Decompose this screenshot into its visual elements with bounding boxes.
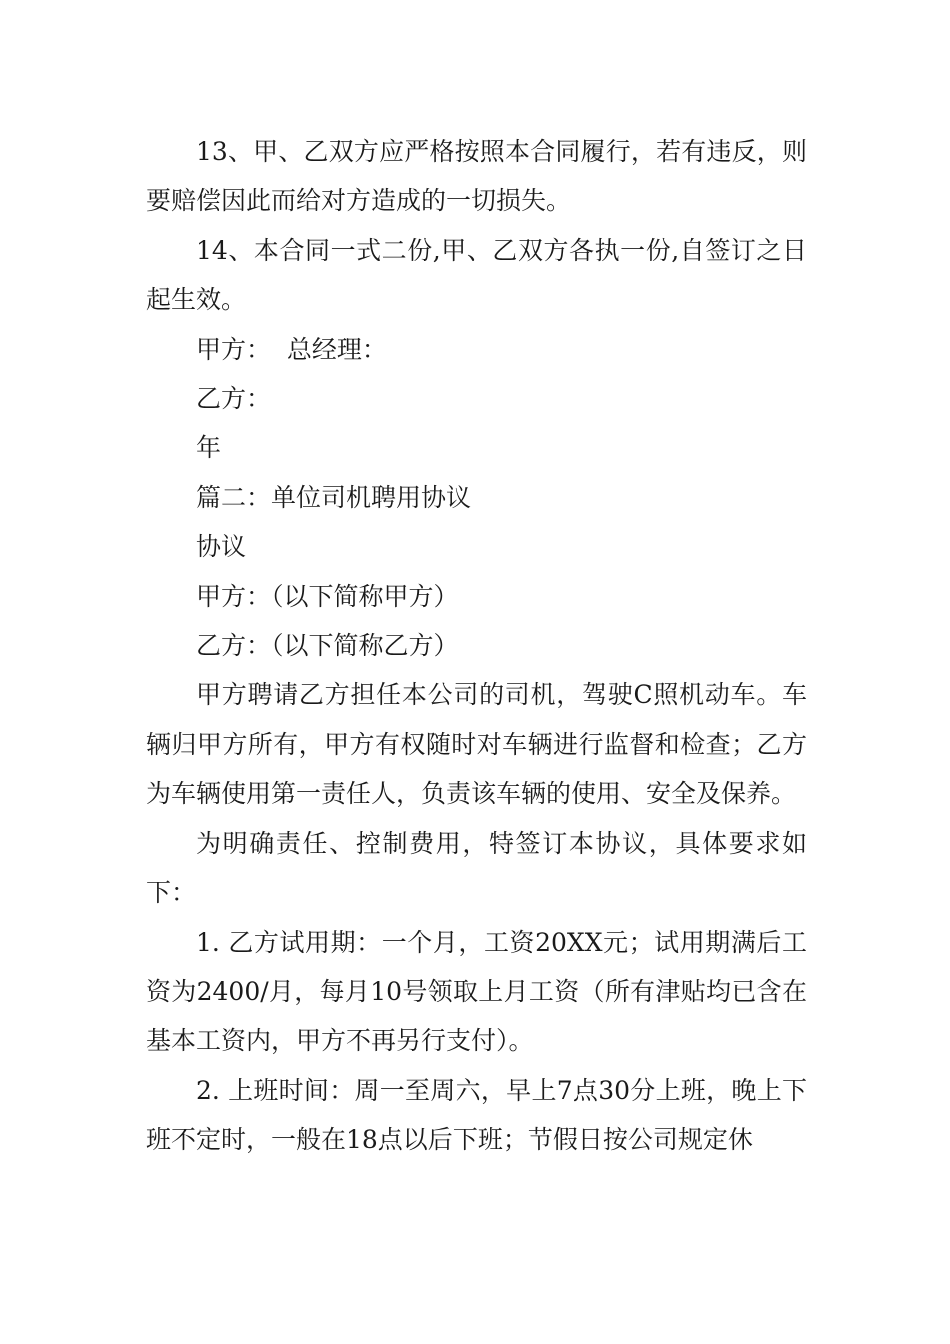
item-1-paragraph: 1. 乙方试用期：一个月，工资20XX元；试用期满后工资为2400/月，每月10号领取上月工资（所有津贴均已含在基本工资内，甲方不再另行支付）。 xyxy=(146,927,807,1056)
party-a-line: 甲方：（以下简称甲方） xyxy=(196,581,459,611)
agreement-title: 协议 xyxy=(196,532,247,562)
document-page xyxy=(146,127,807,1165)
section-heading: 篇二：单位司机聘用协议 xyxy=(196,482,472,512)
clause-14-paragraph: 14、本合同一式二份,甲、乙双方各执一份,自签订之日起生效。 xyxy=(146,235,807,315)
party-b-line: 乙方：（以下简称乙方） xyxy=(196,631,459,661)
date-line: 年 xyxy=(196,433,222,463)
party-a-signature-line: 甲方： 总经理： xyxy=(196,334,387,364)
purpose-paragraph: 为明确责任、控制费用，特签订本协议，具体要求如下： xyxy=(146,828,807,908)
clause-13-paragraph: 13、甲、乙双方应严格按照本合同履行，若有违反，则要赔偿因此而给对方造成的一切损失。 xyxy=(146,137,807,216)
party-b-signature-line: 乙方： xyxy=(196,384,272,414)
intro-paragraph: 甲方聘请乙方担任本公司的司机，驾驶C照机动车。车辆归甲方所有，甲方有权随时对车辆进行监督和检查；乙方为车辆使用第一责任人，负责该车辆的使用、安全及保养。 xyxy=(146,680,807,809)
item-2-paragraph: 2. 上班时间：周一至周六，早上7点30分上班，晚上下班不定时，一般在18点以后下班；节假日按公司规定休 xyxy=(146,1075,807,1155)
